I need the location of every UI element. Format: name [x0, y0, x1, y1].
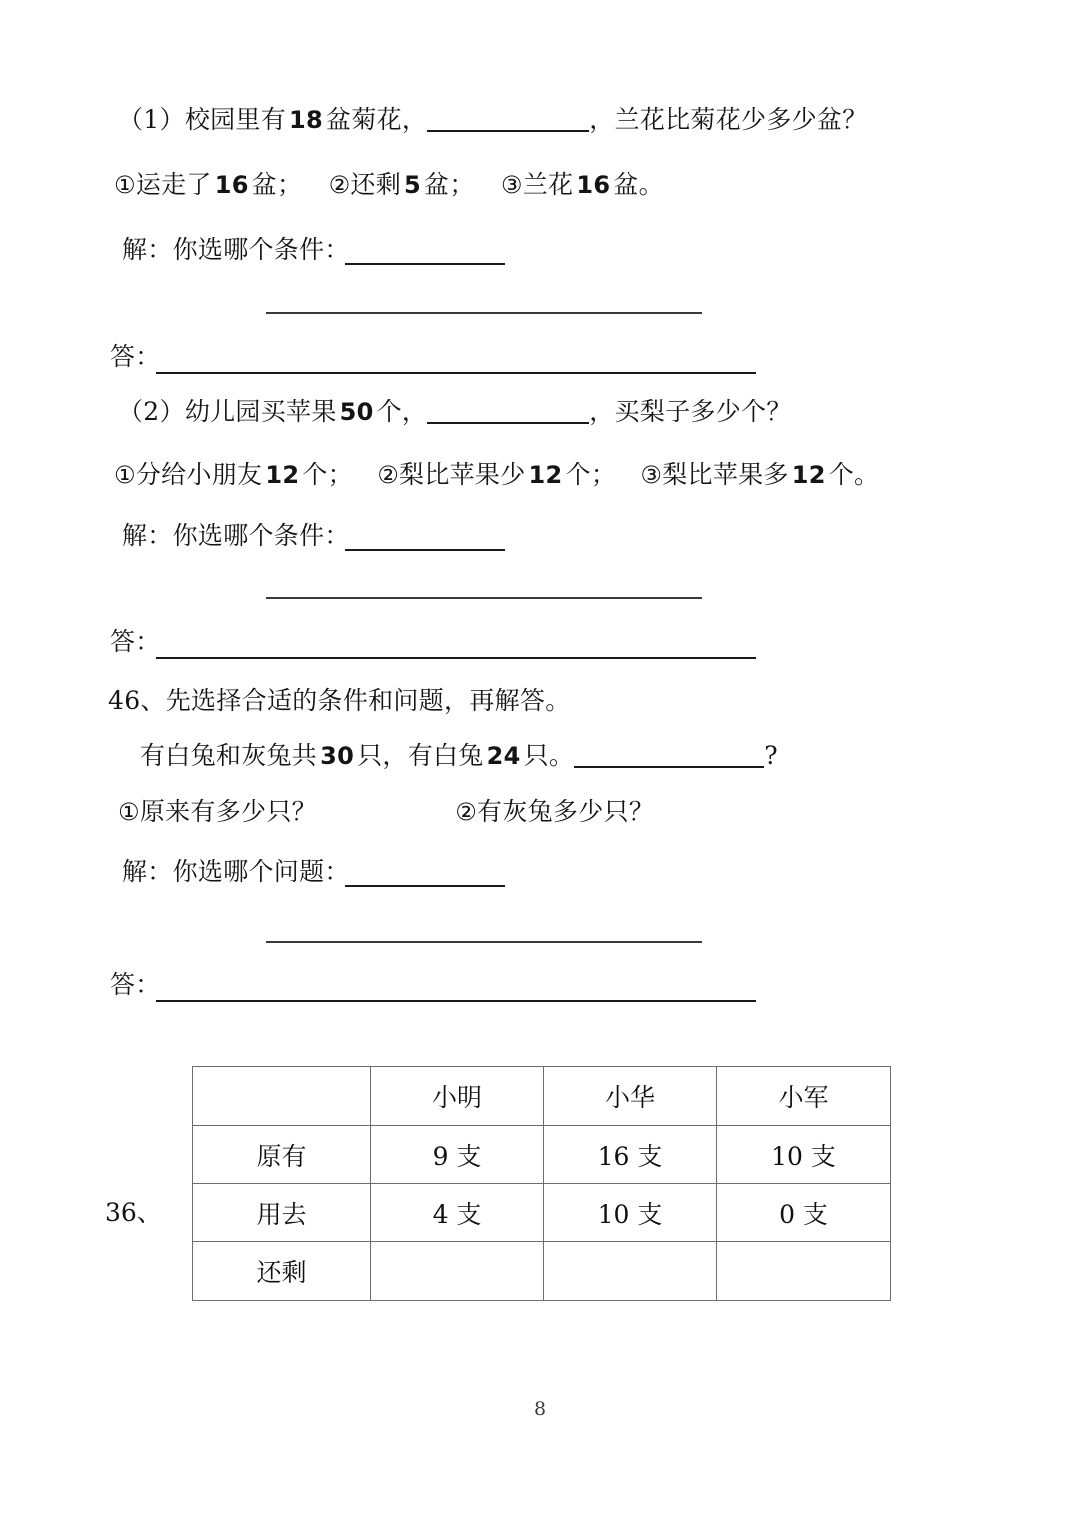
- q36-number: 36、: [105, 1198, 162, 1227]
- q45-sub2-options: [114, 460, 879, 490]
- q45-sub1-stem-before: 校园里有: [184, 105, 287, 134]
- q46-stem: [140, 741, 778, 771]
- q45-sub2-stem-before: 幼儿园买苹果: [184, 397, 337, 426]
- q46-stem-tail: ?: [764, 741, 778, 770]
- cell-yuanyou-xiaojun: 10 支: [717, 1126, 891, 1184]
- q45-sub1-option-2-marker[interactable]: ②: [328, 171, 351, 199]
- q45-sub1-stem-number: 18: [289, 106, 324, 134]
- table-header-row: [193, 1067, 891, 1126]
- row-label-yongqu: 用去: [193, 1184, 371, 1242]
- cell-yuanyou-xiaoming: 9 支: [371, 1126, 544, 1184]
- q45-sub1-option-1-text-before: 运走了: [135, 170, 212, 199]
- cell-yuanyou-xiaohua: 16 支: [544, 1126, 717, 1184]
- q45-sub2-inline-blank[interactable]: [427, 422, 589, 424]
- q46-option-2-text: 有灰兔多少只？: [477, 797, 655, 826]
- q36-table: [192, 1066, 891, 1301]
- q45-sub1-stem-mid: 盆菊花，: [326, 105, 428, 134]
- q45-sub1-stem-after: ，兰花比菊花少多少盆？: [589, 105, 868, 134]
- q46-solve-label: 解：你选哪个问题：: [122, 857, 350, 886]
- q45-sub1-inline-blank[interactable]: [427, 130, 589, 132]
- q45-sub1-label: （1）: [118, 105, 185, 134]
- table-row: [193, 1242, 891, 1301]
- q45-sub1-option-3-number: 16: [576, 171, 611, 199]
- cell-yongqu-xiaojun: 0 支: [717, 1184, 891, 1242]
- q46-answer-label: 答：: [110, 970, 161, 999]
- q45-sub2-option-2-text-before: 梨比苹果少: [399, 460, 526, 489]
- q45-sub1-option-2-number: 5: [404, 171, 422, 199]
- q45-sub1-solve-label: 解：你选哪个条件：: [122, 235, 350, 264]
- q45-sub2-label: （2）: [118, 397, 185, 426]
- q45-sub1-answer-label: 答：: [110, 342, 161, 371]
- q45-sub1-option-1-number: 16: [214, 171, 249, 199]
- q46-stem-number-1: 30: [320, 742, 355, 770]
- q46-stem-before: 有白兔和灰兔共: [140, 741, 318, 770]
- q45-sub1-option-3-text-before: 兰花: [522, 170, 574, 199]
- q45-sub2-work-line[interactable]: [266, 597, 702, 599]
- q45-sub1-work-line[interactable]: [266, 312, 702, 314]
- table-header-corner: [193, 1067, 371, 1126]
- q45-sub2-option-2-number: 12: [528, 461, 563, 489]
- q46-stem-mid: 只，有白兔: [357, 741, 484, 770]
- q45-sub1-option-3-text-after: 盆。: [613, 170, 664, 199]
- q46-option-2-marker[interactable]: ②: [455, 798, 478, 826]
- q45-sub2-solve-blank[interactable]: [345, 549, 505, 551]
- cell-yongqu-xiaohua: 10 支: [544, 1184, 717, 1242]
- q46-inline-blank[interactable]: [574, 766, 764, 768]
- table-header-xiaoming: 小明: [371, 1067, 544, 1126]
- q45-sub2-option-2-text-after: 个；: [565, 460, 617, 489]
- q46-heading: [108, 686, 571, 716]
- cell-haisheng-xiaojun[interactable]: [717, 1242, 891, 1301]
- q45-sub1-solve-blank[interactable]: [345, 263, 505, 265]
- q45-sub1-option-1-marker[interactable]: ①: [114, 171, 136, 199]
- q45-sub1-stem: [118, 105, 868, 135]
- q46-stem-after: 只。: [523, 741, 575, 770]
- page-number: 8: [533, 1398, 547, 1420]
- q45-sub2-solve-label: 解：你选哪个条件：: [122, 521, 350, 550]
- table-row: [193, 1126, 891, 1184]
- q45-sub2-option-1-marker[interactable]: ①: [114, 461, 136, 489]
- q45-sub2-option-3-marker[interactable]: ③: [640, 461, 663, 489]
- q46-title: 先选择合适的条件和问题，再解答。: [165, 686, 571, 715]
- q45-sub2-option-2-marker[interactable]: ②: [377, 461, 400, 489]
- q45-sub2-stem-after: ，买梨子多少个？: [589, 397, 792, 426]
- q46-work-line[interactable]: [266, 941, 702, 943]
- q45-sub2-answer-label: 答：: [110, 627, 161, 656]
- q46-option-1-marker[interactable]: ①: [118, 798, 140, 826]
- q46-number: 46、: [108, 686, 166, 715]
- q46-options: [118, 797, 654, 827]
- cell-yongqu-xiaoming: 4 支: [371, 1184, 544, 1242]
- q45-sub2-option-1-number: 12: [265, 461, 300, 489]
- q45-sub2-answer-blank[interactable]: [156, 657, 756, 659]
- q46-solve-blank[interactable]: [345, 885, 505, 887]
- q46-option-1-text: 原来有多少只？: [139, 797, 317, 826]
- q45-sub1-option-2-text-before: 还剩: [350, 170, 402, 199]
- q45-sub2-option-3-text-before: 梨比苹果多: [662, 460, 789, 489]
- table-header-xiaohua: 小华: [544, 1067, 717, 1126]
- q45-sub2-option-1-text-before: 分给小朋友: [135, 460, 263, 489]
- q45-sub2-stem-number: 50: [339, 398, 374, 426]
- q45-sub1-answer-blank[interactable]: [156, 372, 756, 374]
- q45-sub2-option-1-text-after: 个；: [302, 460, 353, 489]
- row-label-yuanyou: 原有: [193, 1126, 371, 1184]
- cell-haisheng-xiaoming[interactable]: [371, 1242, 544, 1301]
- q46-stem-number-2: 24: [486, 742, 521, 770]
- table-header-xiaojun: 小军: [717, 1067, 891, 1126]
- q45-sub2-option-3-number: 12: [791, 461, 826, 489]
- cell-haisheng-xiaohua[interactable]: [544, 1242, 717, 1301]
- q46-answer-blank[interactable]: [156, 1000, 756, 1002]
- q45-sub1-option-3-marker[interactable]: ③: [500, 171, 523, 199]
- row-label-haisheng: 还剩: [193, 1242, 371, 1301]
- table-row: [193, 1184, 891, 1242]
- q45-sub2-stem: [118, 397, 792, 427]
- q45-sub2-stem-mid: 个，: [376, 397, 428, 426]
- q45-sub2-option-3-text-after: 个。: [828, 460, 880, 489]
- q45-sub1-option-2-text-after: 盆；: [424, 170, 475, 199]
- q45-sub1-option-1-text-after: 盆；: [251, 170, 303, 199]
- q45-sub1-options: [114, 170, 664, 200]
